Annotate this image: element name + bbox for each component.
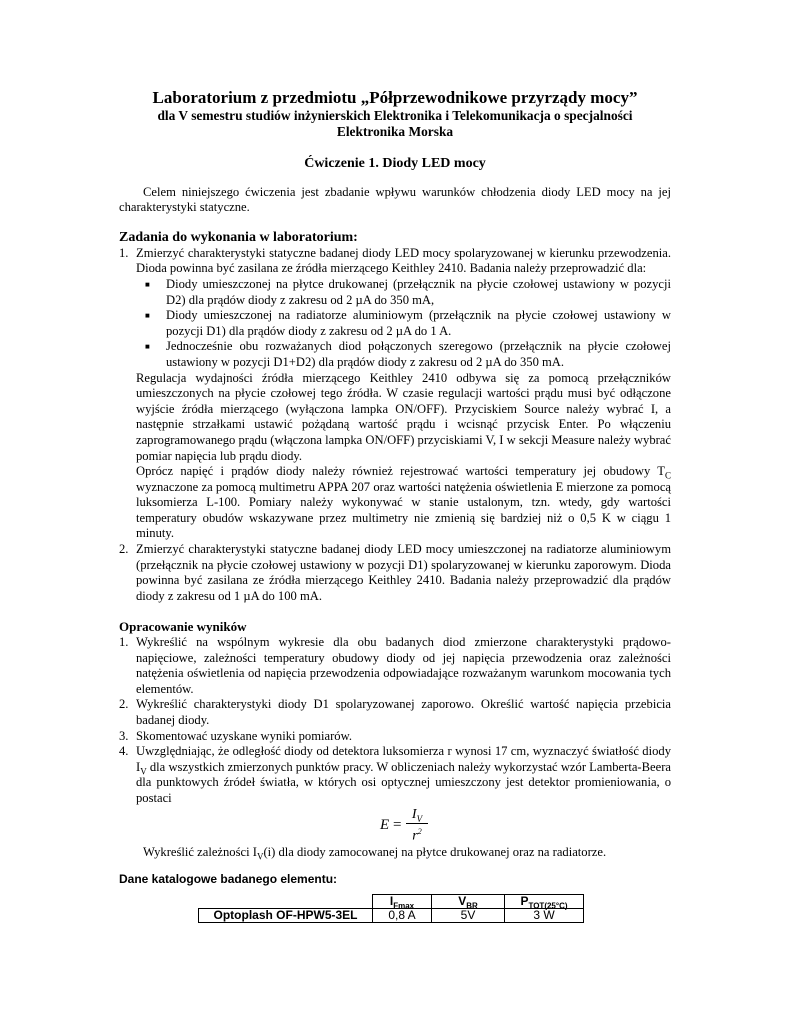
catalog-data-row: [199, 908, 584, 922]
task-item-1: [119, 246, 671, 542]
bullet-square-icon: ■: [145, 279, 150, 289]
document-title: Laboratorium z przedmiotu „Półprzewodnikowe przyrządy mocy”: [152, 88, 638, 107]
catalog-cell-vbr: 5V: [432, 908, 505, 922]
task-bullet: [136, 308, 671, 339]
subscript: V: [256, 851, 264, 862]
result-text: Skomentować uzyskane wyniki pomiarów.: [136, 728, 353, 743]
intro-paragraph: Celem niniejszego ćwiczenia jest zbadanie wpływu warunków chłodzenia diody LED mocy na jej charakterystyki statyczne.: [119, 184, 671, 215]
formula-numerator: [406, 807, 428, 824]
catalog-element-name: Optoplash OF-HPW5-3EL: [199, 908, 373, 922]
task-bullet: [136, 277, 671, 308]
text-fragment: wyznaczone za pomocą multimetru APPA 207 oraz wartości natężenia oświetlenia E mierzone za pomocą luksomierza L-100. Pomiary należy wykonywać w stanie ustalonym, tzn. wtedy, gdy wartości temperatury obudów wskazywane przez multimetry nie zmienią się bardziej niż o 0,5 K w ciągu 1 minuty.: [136, 479, 671, 541]
results-list: [119, 635, 671, 807]
result-number: 4.: [119, 744, 129, 759]
bullet-text: Diody umieszczonej na radiatorze aluminiowym (przełącznik na płycie czołowej ustawiony w pozycji D1) dla prądów diody z zakresu od 2 µA do 1 A.: [166, 308, 671, 338]
task-number: 1.: [119, 245, 129, 260]
formula-denominator: [406, 824, 428, 845]
tasks-heading: Zadania do wykonania w laboratorium:: [119, 229, 358, 245]
catalog-table: [198, 894, 584, 923]
result-item-4: [119, 744, 671, 806]
catalog-cell-ifmax: 0,8 A: [373, 908, 432, 922]
document-page: [119, 88, 671, 923]
result-item-2: [119, 697, 671, 728]
subscript: V: [140, 766, 147, 777]
task-bullet: [136, 339, 671, 370]
formula-denominator-symbol: r: [412, 828, 418, 844]
result-number: 1.: [119, 635, 129, 650]
lambert-beer-formula: [119, 807, 671, 843]
col-symbol: V: [458, 893, 467, 908]
task-number: 2.: [119, 542, 129, 557]
task-paragraph-temperature: [136, 464, 671, 542]
col-symbol: P: [520, 893, 529, 908]
catalog-heading: Dane katalogowe badanego elementu:: [119, 872, 338, 887]
document-subtitle-line1: dla V semestru studiów inżynierskich Elektronika i Telekomunikacja o specjalności: [157, 108, 633, 123]
formula-denominator-sup: 2: [417, 826, 422, 836]
text-fragment: Uwzględniając, że odległość diody od detektora luksomierza r wynosi 17 cm, wyznaczyć światłość diody I: [136, 744, 671, 774]
text-fragment: Oprócz napięć i prądów diody należy również rejestrować wartości temperatury jej obudowy T: [136, 464, 665, 479]
bullet-text: Jednocześnie obu rozważanych diod połączonych szeregowo (przełącznik na płycie czołowej ustawiony w pozycji D1+D2) dla prądów diody z zakresu od 2 µA do 350 mA.: [166, 339, 671, 369]
result-text: Wykreślić charakterystyki diody D1 spolaryzowanej zaporowo. Określić wartość napięcia przebicia badanej diody.: [136, 697, 671, 727]
task-bullet-list: [136, 277, 671, 371]
final-instruction: [119, 845, 671, 861]
result-item-1: [119, 635, 671, 697]
results-heading: Opracowanie wyników: [119, 619, 247, 635]
catalog-corner-cell: [199, 894, 373, 908]
task-text: Zmierzyć charakterystyki statyczne badanej diody LED mocy umieszczonej na radiatorze aluminiowym (przełącznik na płycie czołowej ustawiony w pozycji D1) spolaryzowanej w kierunku zaporowym. Dioda powinna być zasilana ze źródła mierzącego Keithley 2410. Badania należy przeprowadzić dla prądów diody z zakresu od 1 µA do 100 mA.: [136, 542, 671, 603]
catalog-header-row: [199, 894, 584, 908]
result-item-3: [119, 729, 671, 745]
catalog-col-vbr: [432, 893, 505, 911]
formula-equals: =: [393, 816, 402, 833]
catalog-cell-ptot: 3 W: [505, 908, 584, 922]
formula-numerator-symbol: I: [411, 806, 417, 822]
catalog-col-ifmax: [373, 893, 432, 911]
result-number: 3.: [119, 728, 129, 743]
result-text: Wykreślić na wspólnym wykresie dla obu badanych diod zmierzone charakterystyki prądowo-napięciowe, zależności temperatury obudowy diody od jej napięcia przewodzenia oraz zależności natężenia oświetlenia od napięcia przewodzenia odpowiadające rozważanym warunkom mocowania tych elementów.: [136, 635, 671, 696]
catalog-col-ptot: [505, 893, 584, 911]
bullet-square-icon: ■: [145, 342, 150, 352]
col-subscript: TOT(25°C): [528, 901, 568, 911]
text-fragment: dla wszystkich zmierzonych punktów pracy. W obliczeniach należy wykorzystać wzór Lamberta-Beera dla punktowych źródeł światła, w których osi optycznej umieszczony jest detektor promieniowania, o postaci: [136, 759, 671, 805]
task-item-2: [119, 542, 671, 604]
tasks-list: [119, 246, 671, 605]
bullet-text: Diody umieszczonej na płytce drukowanej (przełącznik na płycie czołowej ustawiony w pozycji D2) dla prądów diody z zakresu od 2 µA do 350 mA,: [166, 276, 671, 307]
col-subscript: BR: [466, 901, 478, 911]
subscript: C: [664, 470, 671, 481]
result-number: 2.: [119, 697, 129, 712]
col-subscript: Fmax: [393, 901, 415, 911]
formula-numerator-sub: V: [416, 813, 423, 824]
text-fragment: (i) dla diody zamocowanej na płytce drukowanej oraz na radiatorze.: [263, 844, 607, 859]
document-subtitle-line2: Elektronika Morska: [336, 124, 454, 139]
task-text: Zmierzyć charakterystyki statyczne badanej diody LED mocy spolaryzowanej w kierunku przewodzenia. Dioda powinna być zasilana ze źródła mierzącego Keithley 2410. Badania należy przeprowadzić dla:: [136, 245, 671, 276]
task-paragraph-regulation: Regulacja wydajności źródła mierzącego Keithley 2410 odbywa się za pomocą przełączników umieszczonych na płycie czołowej tego źródła. W czasie regulacji wartości prądu musi być odłączone wyjście źródła mierzącego (wyłączona lampka ON/OFF). Przyciskiem Source należy wybrać I, a następnie strzałkami ustawić pożądaną wartość prądu i wcisnąć przycisk Enter. Po włączeniu zaprogramowanego prądu (włączona lampka ON/OFF) przyciskiami V, I w sekcji Measure należy wybrać pomiar napięcia lub prądu diody.: [136, 370, 671, 463]
bullet-square-icon: ■: [145, 311, 150, 321]
exercise-title: Ćwiczenie 1. Diody LED mocy: [304, 156, 486, 171]
result-text: [136, 744, 671, 806]
formula-fraction: [406, 807, 428, 845]
col-symbol: I: [389, 893, 394, 908]
formula-lhs: E: [380, 816, 390, 833]
text-fragment: Wykreślić zależności I: [143, 844, 257, 859]
